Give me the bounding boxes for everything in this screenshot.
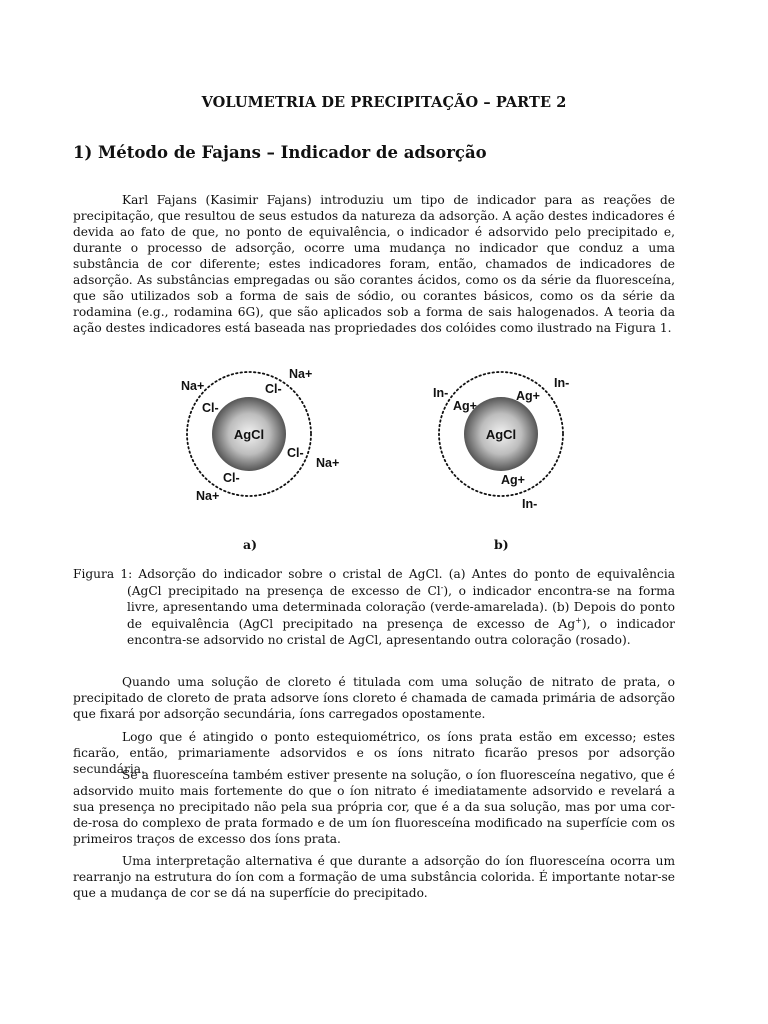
ion-in-b: In- xyxy=(522,497,538,511)
ion-ag-b: Ag+ xyxy=(501,473,525,487)
diagram-a xyxy=(181,367,339,503)
ion-cl-a: Cl- xyxy=(287,446,304,460)
diagram-b xyxy=(433,372,569,511)
paragraph-3: Logo que é atingido o ponto estequiométrico, os íons prata estão em excesso; estes ficarão, então, primariamente adsorvidos e os íons nitrato ficarão presos por adsorção secundária. xyxy=(73,730,675,776)
caption-text: Figura 1: Adsorção do indicador sobre o cristal de AgCl. (a) Antes do ponto de equivalência (AgCl precipitado na presença de excesso de Cl xyxy=(73,567,675,598)
figure-sublabel-a: a) xyxy=(243,537,258,552)
document-title: VOLUMETRIA DE PRECIPITAÇÃO – PARTE 2 xyxy=(201,94,567,111)
figure-caption xyxy=(73,566,675,649)
caption-text: ), o indicador encontra-se na forma livre, apresentando uma determinada coloração (verde-amarelada). (b) Depois do ponto de equivalência (AgCl precipitado na presença de excesso de Ag xyxy=(127,583,675,631)
ion-na-a: Na+ xyxy=(181,379,205,393)
ion-in-b: In- xyxy=(554,376,570,390)
paragraph-4: Se a fluoresceína também estiver presente na solução, o íon fluoresceína negativo, que é adsorvido muito mais fortemente do que o íon nitrato é imediatamente adsorvido e revelará a sua presença no precipitado não pela sua própria cor, que é a da sua solução, mas por uma cor-de-rosa do complexo de prata formado e de um íon fluoresceína modificado na superfície com os primeiros traços de excesso dos íons prata. xyxy=(73,768,675,846)
ion-cl-a: Cl- xyxy=(223,471,240,485)
ion-in-b: In- xyxy=(433,386,449,400)
core-label-a: AgCl xyxy=(233,427,265,442)
ion-cl-a: Cl- xyxy=(265,382,282,396)
caption-superscript: - xyxy=(440,582,444,592)
ion-na-a: Na+ xyxy=(196,489,220,503)
paragraph-2: Quando uma solução de cloreto é titulada com uma solução de nitrato de prata, o precipitado de cloreto de prata adsorve íons cloreto é chamada de camada primária de adsorção que fixará por adsorção secundária, íons carregados opostamente. xyxy=(73,675,675,721)
caption-text: ), o indicador encontra-se adsorvido no cristal de AgCl, apresentando outra coloração (rosado). xyxy=(127,616,675,647)
caption-superscript: + xyxy=(575,615,582,625)
ion-na-a: Na+ xyxy=(316,456,340,470)
intro-paragraph: Karl Fajans (Kasimir Fajans) introduziu um tipo de indicador para as reações de precipitação, que resultou de seus estudos da natureza da adsorção. A ação destes indicadores é devida ao fato de que, no ponto de equivalência, o indicador é adsorvido pelo precipitado e, durante o processo de adsorção, ocorre uma mudança no indicador que conduz a uma substância de cor diferente; estes indicadores foram, então, chamados de indicadores de adsorção. As substâncias empregadas ou são corantes ácidos, como os da série da fluoresceína, que são utilizados sob a forma de sais de sódio, ou corantes básicos, como os da série da rodamina (e.g., rodamina 6G), que são aplicados sob a forma de sais halogenados. A teoria da ação destes indicadores está baseada nas propriedades dos colóides como ilustrado na Figura 1. xyxy=(73,193,675,335)
ion-ag-b: Ag+ xyxy=(516,389,540,403)
figure-1 xyxy=(150,358,570,518)
section-heading: 1) Método de Fajans – Indicador de adsorção xyxy=(73,143,487,162)
ion-ag-b: Ag+ xyxy=(453,399,477,413)
adsorption-diagram xyxy=(150,358,570,518)
ion-na-a: Na+ xyxy=(289,367,313,381)
figure-sublabel-b: b) xyxy=(494,537,509,552)
ion-cl-a: Cl- xyxy=(202,401,219,415)
paragraph-5: Uma interpretação alternativa é que durante a adsorção do íon fluoresceína ocorra um rearranjo na estrutura do íon com a formação de uma substância colorida. É importante notar-se que a mudança de cor se dá na superfície do precipitado. xyxy=(73,854,675,900)
core-label-b: AgCl xyxy=(485,427,517,442)
